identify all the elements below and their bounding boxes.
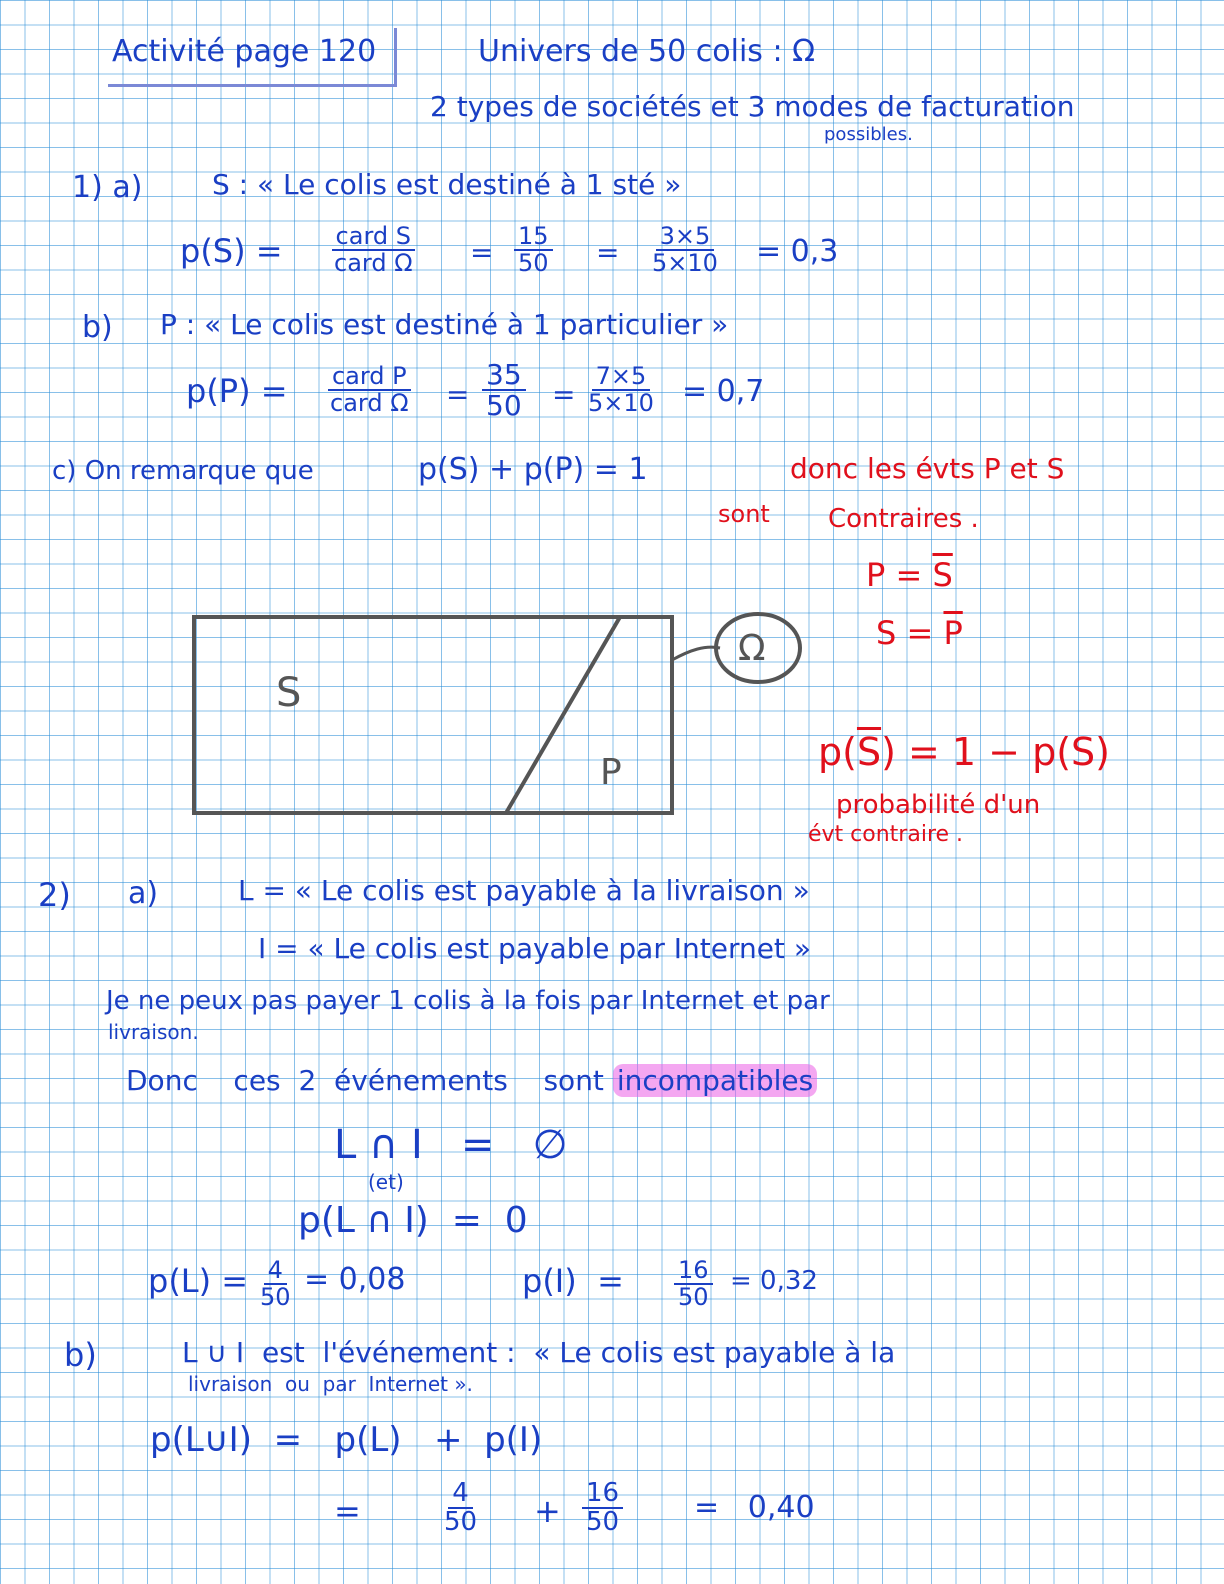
q2-explanation-1: Je ne peux pas payer 1 colis à la fois par Internet et par: [106, 986, 830, 1016]
q1c-text: c) On remarque que: [52, 456, 314, 486]
universe-line: Univers de 50 colis : Ω: [478, 34, 816, 69]
denominator: 50: [518, 249, 549, 278]
intersection-empty: L ∩ I = ∅: [334, 1122, 568, 1168]
diagram-label-omega: Ω: [738, 628, 766, 669]
numerator: 4: [448, 1480, 473, 1509]
union-fraction-1: [440, 1480, 481, 1537]
pL-fraction: [256, 1258, 295, 1310]
denominator: 5×10: [588, 389, 654, 418]
numerator: 7×5: [592, 364, 651, 391]
diagram-label-s: S: [276, 670, 302, 716]
diagram-label-p: P: [600, 752, 622, 793]
q1a-label: 1) a): [72, 170, 143, 205]
q2-conclusion: [126, 1064, 817, 1097]
omega-connector: [672, 647, 720, 660]
complement-symbol: $\overline{P}$: [943, 614, 963, 652]
q1c-equation: p(S) + p(P) = 1: [418, 452, 648, 487]
numerator: 35: [482, 360, 526, 391]
pP-result: = 0,7: [682, 374, 765, 409]
q2-label: 2): [38, 876, 71, 914]
denominator: 50: [260, 1283, 291, 1312]
complement-symbol: $\overline{S}$: [856, 730, 882, 774]
union-result: = 0,40: [694, 1490, 815, 1525]
complement-note-line-2: probabilité d'un: [836, 790, 1041, 820]
denominator: 50: [486, 389, 522, 423]
pI-result: = 0,32: [730, 1266, 818, 1296]
formula-rest: ) = 1 − p(S): [881, 730, 1110, 774]
conclusion-text: Donc ces 2 événements sont: [126, 1064, 604, 1097]
q2a-label: a): [128, 876, 159, 911]
q2b-text-1: L ∪ I est l'événement : « Le colis est payable à la: [182, 1336, 896, 1369]
numerator: 15: [514, 224, 553, 251]
equals-sign: =: [446, 378, 470, 411]
pI-lhs: p(I) =: [522, 1262, 624, 1300]
p-intersection: p(L ∩ I) = 0: [298, 1200, 528, 1241]
intersection-et-note: (et): [368, 1170, 404, 1194]
pL-result: = 0,08: [304, 1262, 406, 1297]
lhs: P =: [866, 556, 933, 594]
q1b-label: b): [82, 310, 113, 345]
denominator: card Ω: [334, 249, 413, 278]
denominator: card Ω: [330, 389, 409, 418]
q1c-red-note-3: Contraires .: [828, 504, 979, 534]
types-line-2: possibles.: [824, 124, 913, 145]
numerator: card S: [332, 224, 415, 251]
formula-open: p(: [818, 730, 857, 774]
q2b-text-2: livraison ou par Internet ».: [188, 1372, 473, 1396]
equals-sign: =: [470, 236, 494, 269]
numerator: 4: [264, 1258, 287, 1285]
incompatible-highlight: incompatibles: [613, 1064, 817, 1097]
pL-lhs: p(L) =: [148, 1262, 249, 1300]
L-definition: L = « Le colis est payable à la livraison »: [238, 874, 810, 907]
plus-sign: +: [534, 1492, 561, 1530]
types-line: 2 types de sociétés et 3 modes de facturation: [430, 90, 1075, 123]
pP-lhs: p(P) =: [186, 372, 288, 410]
complement-formula: [818, 730, 1110, 774]
numerator: 16: [582, 1480, 623, 1509]
equals-sign: =: [596, 236, 620, 269]
complement-symbol: $\overline{S}$: [932, 556, 953, 594]
page-title: Activité page 120: [112, 34, 377, 69]
denominator: 50: [444, 1507, 478, 1538]
numerator: 16: [674, 1258, 713, 1285]
pS-result: = 0,3: [756, 234, 839, 269]
pI-fraction: [674, 1258, 713, 1310]
equals-sign: =: [334, 1492, 361, 1530]
q1c-red-note-2: sont: [718, 500, 770, 528]
pS-lhs: p(S) =: [180, 232, 283, 270]
denominator: 50: [586, 1507, 620, 1538]
q1a-definition: S : « Le colis est destiné à 1 sté »: [212, 168, 682, 201]
complement-note-line-3: évt contraire .: [808, 822, 964, 847]
q2b-label: b): [64, 1336, 97, 1374]
q2-explanation-2: livraison.: [108, 1020, 199, 1044]
union-equation: p(L∪I) = p(L) + p(I): [150, 1420, 543, 1460]
union-fraction-2: [582, 1480, 623, 1537]
q1b-definition: P : « Le colis est destiné à 1 particulier »: [160, 308, 729, 341]
I-definition: I = « Le colis est payable par Internet »: [258, 932, 811, 965]
denominator: 50: [678, 1283, 709, 1312]
denominator: 5×10: [652, 249, 718, 278]
numerator: 3×5: [656, 224, 715, 251]
q1c-red-note-1: donc les évts P et S: [790, 452, 1065, 485]
equals-sign: =: [552, 378, 576, 411]
lhs: S =: [876, 614, 944, 652]
numerator: card P: [328, 364, 411, 391]
